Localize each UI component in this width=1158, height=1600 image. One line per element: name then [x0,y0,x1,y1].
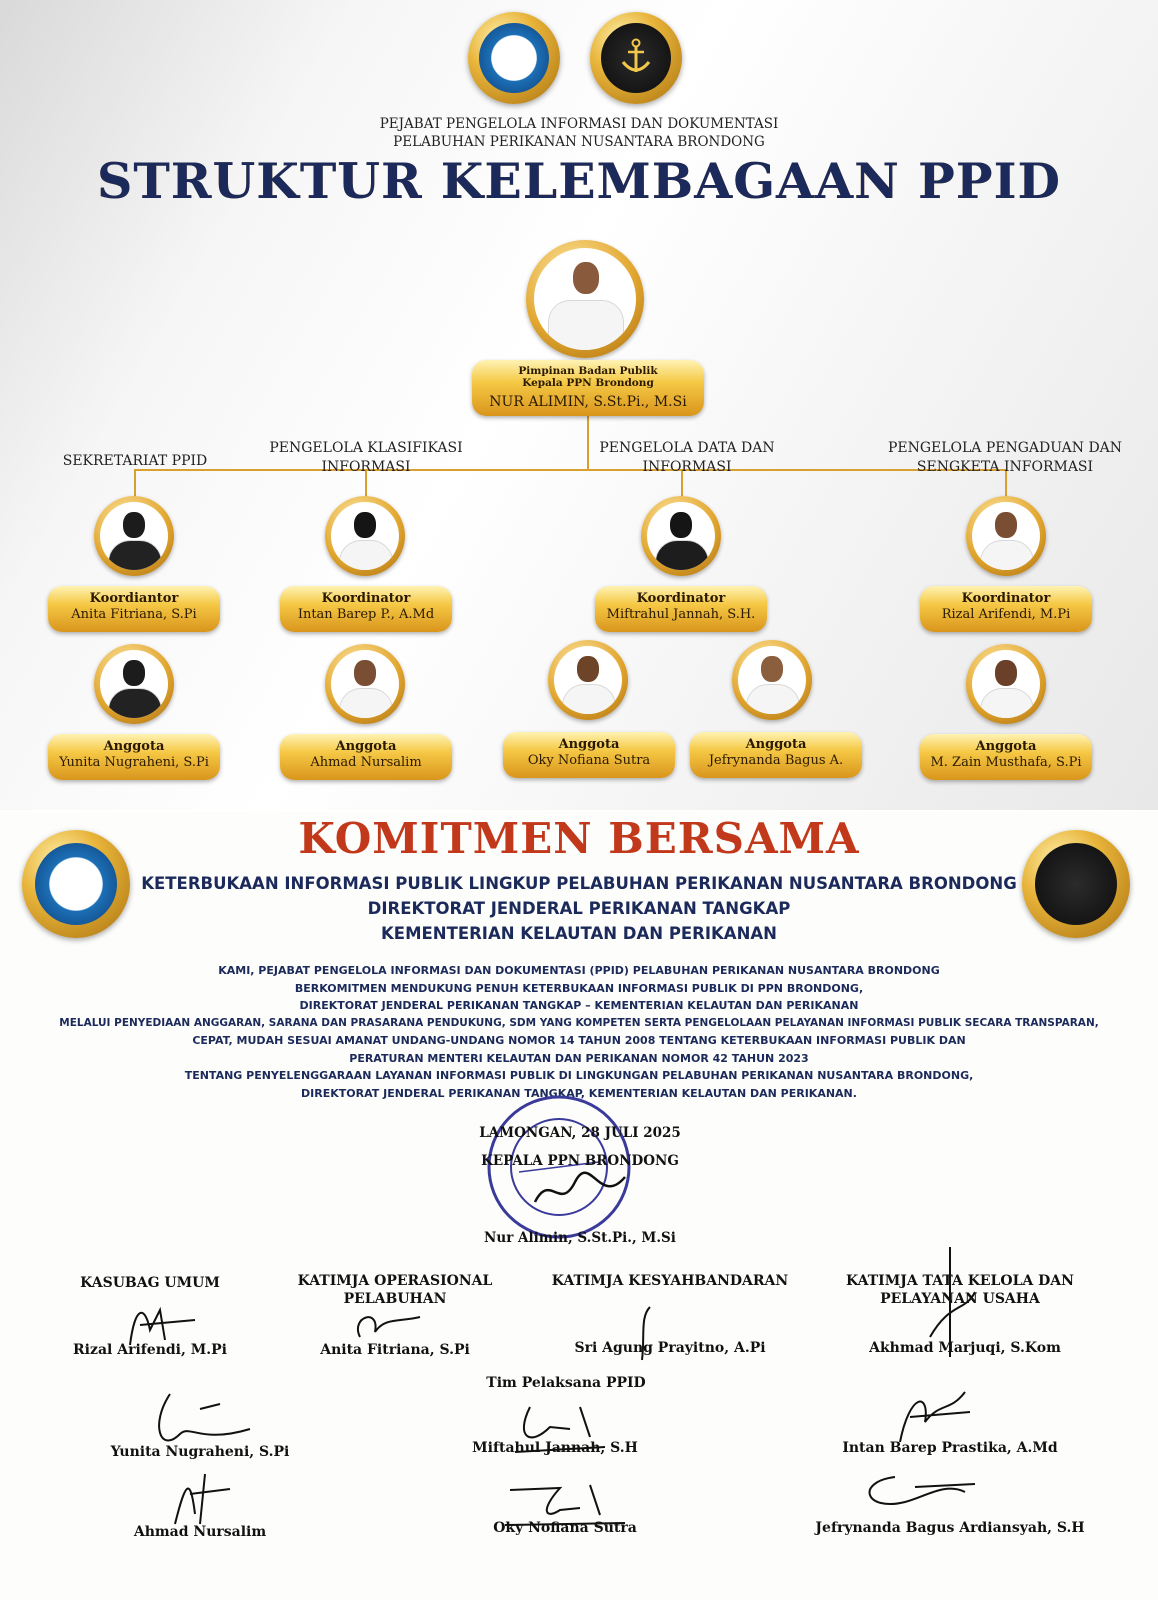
member-card [690,732,862,778]
team-member-name: Intan Barep Prastika, A.Md [842,1440,1058,1456]
member-name: Yunita Nugraheni, S.Pi [59,755,209,770]
header-line-1: PEJABAT PENGELOLA INFORMASI DAN DOKUMENTASI [379,116,779,132]
official-title-text: PELAYANAN USAHA [880,1291,1040,1307]
column-heading-text: SEKRETARIAT PPID [62,453,208,469]
coordinator-role: Koordiantor [89,591,179,606]
body-line: CEPAT, MUDAH SESUAI AMANAT UNDANG-UNDANG NOMOR 14 TAHUN 2008 TENTANG KETERBUKAAN INFORMASI PUBLIK DAN [192,1034,966,1047]
leader-photo [526,240,644,358]
port-logo [590,12,682,104]
team-member-name: Miftahul Jannah, S.H [472,1440,638,1456]
official-name: Rizal Arifendi, M.Pi [73,1342,227,1358]
member-role: Anggota [558,737,620,752]
member-role: Anggota [335,739,397,754]
member-card [503,732,675,778]
member-photo [94,644,174,724]
official-title [285,1272,505,1308]
signature [855,1472,985,1522]
official-title-text: KASUBAG UMUM [80,1275,220,1291]
member-role: Anggota [103,739,165,754]
column-heading-text: INFORMASI [321,459,411,475]
commitment-panel [0,812,1158,1600]
commitment-subtitle-2: DIREKTORAT JENDERAL PERIKANAN TANGKAP [367,899,791,918]
column-heading-text: SENGKETA INFORMASI [916,459,1094,475]
column-heading-text: PENGELOLA DATA DAN [599,440,775,456]
column-heading-classification [246,439,486,477]
coordinator-photo [325,496,405,576]
coordinator-role: Koordinator [636,591,726,606]
column-heading-complaints [870,439,1140,477]
member-card [920,734,1092,780]
official-title-text: PELABUHAN [343,1291,447,1307]
header-line-2: PELABUHAN PERIKANAN NUSANTARA BRONDONG [393,134,765,150]
place-date: LAMONGAN, 28 JULI 2025 [479,1125,681,1141]
column-heading-data [572,439,802,477]
commitment-subtitle-1: KETERBUKAAN INFORMASI PUBLIK LINGKUP PELABUHAN PERIKANAN NUSANTARA BRONDONG [141,874,1017,893]
commitment-title: KOMITMEN BERSAMA [298,814,860,863]
official-name: Anita Fitriana, S.Pi [320,1342,470,1358]
member-name: Oky Nofiana Sutra [527,753,651,768]
member-role: Anggota [745,737,807,752]
team-member-name: Oky Nofiana Sutra [493,1520,637,1536]
team-member-name: Yunita Nugraheni, S.Pi [110,1444,290,1460]
body-line: PERATURAN MENTERI KELAUTAN DAN PERIKANAN NOMOR 42 TAHUN 2023 [349,1051,809,1065]
leader-name: NUR ALIMIN, S.St.Pi., M.Si [489,394,687,410]
body-line: BERKOMITMEN MENDUKUNG PENUH KETERBUKAAN INFORMASI PUBLIK DI PPN BRONDONG, [294,981,864,995]
body-line: DIREKTORAT JENDERAL PERIKANAN TANGKAP, KEMENTERIAN KELAUTAN DAN PERIKANAN. [301,1086,857,1100]
official-title [40,1274,260,1292]
coordinator-name: Anita Fitriana, S.Pi [71,607,197,622]
official-title [550,1272,790,1290]
member-photo [325,644,405,724]
member-role: Anggota [975,739,1037,754]
anchor-icon [620,38,652,78]
coordinator-photo [94,496,174,576]
coordinator-card [920,586,1092,632]
coordinator-photo [966,496,1046,576]
coordinator-photo [641,496,721,576]
member-name: M. Zain Musthafa, S.Pi [930,755,1082,770]
coordinator-role: Koordinator [321,591,411,606]
official-title-text: KATIMJA OPERASIONAL [297,1273,493,1289]
leader-role-2: Kepala PPN Brondong [522,377,654,389]
member-card [48,734,220,780]
member-name: Ahmad Nursalim [310,755,422,770]
column-heading-text: INFORMASI [642,459,732,475]
team-title: Tim Pelaksana PPID [486,1375,646,1391]
coordinator-card [280,586,452,632]
member-photo [966,644,1046,724]
member-card [280,734,452,780]
coordinator-name: Miftrahul Jannah, S.H. [606,607,756,622]
coordinator-name: Intan Barep P., A.Md [297,607,435,622]
coordinator-card [595,586,767,632]
official-title-text: KATIMJA KESYAHBANDARAN [551,1273,789,1289]
column-heading-text: PENGELOLA KLASIFIKASI [269,440,463,456]
official-name: Akhmad Marjuqi, S.Kom [869,1340,1061,1356]
official-title-text: KATIMJA TATA KELOLA DAN [846,1273,1074,1289]
connector-line [134,469,136,497]
head-title: KEPALA PPN BRONDONG [481,1153,679,1169]
signature [350,1307,430,1347]
head-name: Nur Alimin, S.St.Pi., M.Si [484,1230,676,1246]
coordinator-card [48,586,220,632]
commitment-body [10,962,1148,1102]
ministry-logo [468,12,560,104]
column-heading-text: PENGELOLA PENGADUAN DAN [887,440,1123,456]
member-photo [548,640,628,720]
head-signature [530,1162,630,1222]
body-line: TENTANG PENYELENGGARAAN LAYANAN INFORMASI PUBLIK DI LINGKUNGAN PELABUHAN PERIKANAN NUSANTARA BRONDONG, [184,1069,974,1082]
team-member-name: Ahmad Nursalim [133,1524,267,1540]
team-member-name: Jefrynanda Bagus Ardiansyah, S.H [815,1520,1085,1536]
column-heading-secretariat [40,452,230,471]
leader-card [472,360,704,416]
coordinator-role: Koordinator [961,591,1051,606]
member-name: Jefrynanda Bagus A. [708,753,844,768]
page-title: STRUKTUR KELEMBAGAAN PPID [0,152,1158,210]
member-photo [732,640,812,720]
body-line: DIREKTORAT JENDERAL PERIKANAN TANGKAP – KEMENTERIAN KELAUTAN DAN PERIKANAN [299,999,859,1012]
body-line: MELALUI PENYEDIAAN ANGGARAN, SARANA DAN PRASARANA PENDUKUNG, SDM YANG KOMPETEN SERTA PENGELOLAAN PELAYANAN INFORMASI PUBLIK SECARA TRANSPARAN, [59,1016,1099,1029]
coordinator-name: Rizal Arifendi, M.Pi [941,607,1071,622]
official-name: Sri Agung Prayitno, A.Pi [574,1340,766,1356]
commitment-subtitle-3: KEMENTERIAN KELAUTAN DAN PERIKANAN [381,924,777,943]
body-line: KAMI, PEJABAT PENGELOLA INFORMASI DAN DOKUMENTASI (PPID) PELABUHAN PERIKANAN NUSANTARA BRONDONG [218,964,940,977]
leader-role-1: Pimpinan Badan Publik [518,365,658,377]
